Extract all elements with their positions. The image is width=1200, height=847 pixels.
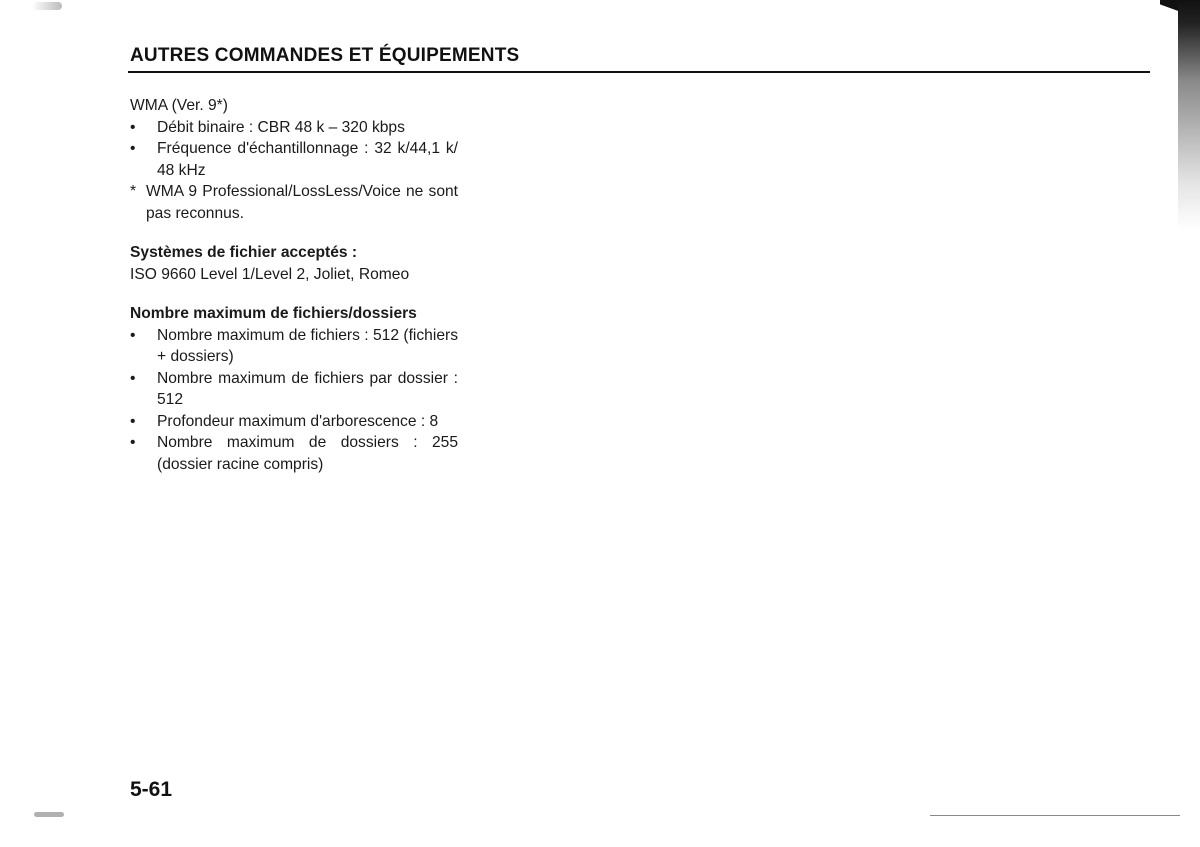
filesystems-block: [130, 242, 458, 285]
list-item: [130, 117, 458, 139]
list-item: [130, 138, 458, 181]
list-item-text: Nombre maximum de dossiers : 255 (dossier racine compris): [157, 434, 458, 473]
bullet-icon: •: [130, 369, 136, 387]
list-item-text: Nombre maximum de fichiers : 512 (fichiers + dossiers): [157, 326, 458, 365]
asterisk-icon: *: [130, 183, 137, 200]
title-divider: [128, 71, 1150, 73]
bullet-icon: •: [130, 118, 136, 136]
filesystems-text: ISO 9660 Level 1/Level 2, Joliet, Romeo: [130, 265, 410, 283]
list-item-text: Profondeur maximum d'arborescence : 8: [157, 412, 439, 430]
filesystems-heading: Systèmes de fichier acceptés :: [130, 244, 358, 261]
list-item: [130, 411, 458, 433]
wma-label: WMA (Ver. 9*): [130, 97, 228, 114]
list-item: [130, 325, 458, 368]
footnote-text: WMA 9 Professional/LossLess/Voice ne sont pas reconnus.: [146, 183, 458, 222]
bullet-icon: •: [130, 412, 136, 430]
list-item-text: Débit binaire : CBR 48 k – 320 kbps: [157, 118, 405, 136]
wma-bullet-list: [130, 117, 458, 182]
max-files-bullet-list: [130, 325, 458, 476]
scan-artifact-bottom-line: [930, 815, 1180, 816]
section-title: AUTRES COMMANDES ET ÉQUIPEMENTS: [130, 45, 520, 66]
max-files-block: [130, 303, 458, 475]
list-item-text: Fréquence d'échantillonnage : 32 k/44,1 k/ 48 kHz: [157, 140, 458, 179]
scan-artifact-top-left: [32, 2, 62, 10]
wma-block: [130, 95, 458, 224]
bullet-icon: •: [130, 326, 136, 344]
list-item: [130, 368, 458, 411]
wma-footnote: [130, 181, 458, 224]
scan-artifact-bottom-left: [34, 812, 64, 817]
scan-artifact-top-right: [1144, 0, 1200, 230]
page-number: 5-61: [130, 778, 173, 801]
content-column: [130, 95, 458, 493]
bullet-icon: •: [130, 140, 136, 157]
list-item-text: Nombre maximum de fichiers par dossier : 512: [157, 369, 458, 408]
bullet-icon: •: [130, 434, 136, 451]
max-files-heading: Nombre maximum de fichiers/dossiers: [130, 305, 417, 322]
list-item: [130, 432, 458, 475]
